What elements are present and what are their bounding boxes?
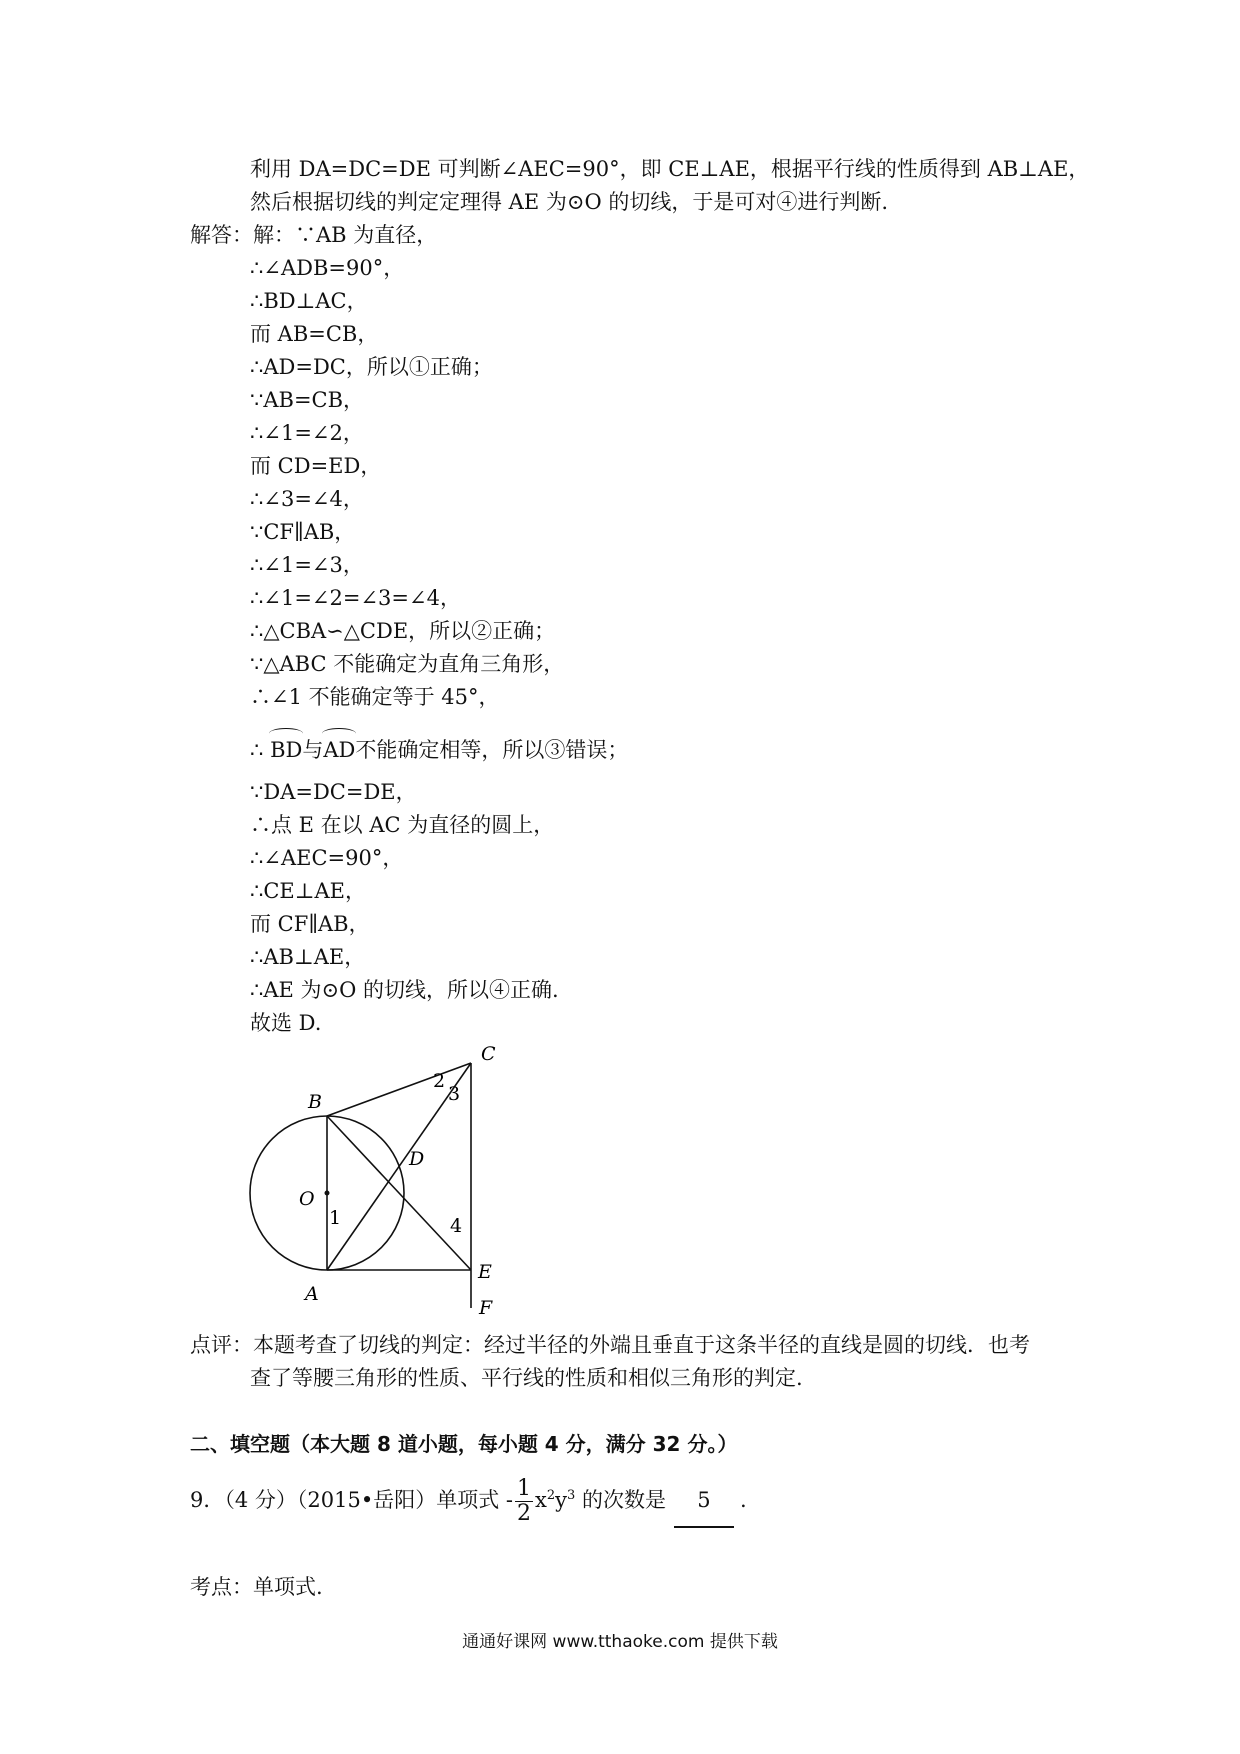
kaodian-line: 考点：单项式. xyxy=(190,1575,323,1599)
solution-line: ∴△CBA∽△CDE，所以②正确； xyxy=(250,619,556,643)
var-y: y xyxy=(555,1488,567,1512)
exp-x: 2 xyxy=(546,1488,556,1503)
comment-line-1: 点评：本题考查了切线的判定：经过半径的外端且垂直于这条半径的直线是圆的切线．也考 xyxy=(190,1333,1030,1357)
solution-line: ∵AB=CB， xyxy=(250,388,365,412)
fraction-numerator: 1 xyxy=(517,1476,531,1501)
answer-blank: 5 xyxy=(674,1474,734,1528)
exp-y: 3 xyxy=(567,1488,576,1503)
solution-line: ∴∠1=∠3， xyxy=(250,553,364,577)
solution-line: ∴CE⊥AE， xyxy=(250,879,367,903)
solution-line: ∴∠3=∠4， xyxy=(250,487,364,511)
arc-line-suffix: 不能确定相等，所以③错误； xyxy=(355,738,629,762)
solution-line: 解：∵AB 为直径， xyxy=(253,223,438,247)
angle-label-3: 3 xyxy=(448,1083,461,1105)
label-a: A xyxy=(305,1283,319,1305)
fraction-denominator: 2 xyxy=(517,1501,531,1526)
comment-line-2: 查了等腰三角形的性质、平行线的性质和相似三角形的判定. xyxy=(250,1366,803,1390)
angle-label-2: 2 xyxy=(433,1070,446,1092)
solution-line: ∵CF∥AB， xyxy=(250,520,356,544)
arc-ad: AD xyxy=(323,730,355,764)
solution-line: ∴∠1 不能确定等于 45°， xyxy=(250,685,500,709)
var-x: x xyxy=(535,1488,547,1512)
solution-line: ∴∠ADB=90°， xyxy=(250,256,405,280)
label-b: B xyxy=(308,1091,322,1113)
solution-line: 而 CD=ED， xyxy=(250,454,382,478)
geometry-figure xyxy=(235,1030,515,1315)
fraction xyxy=(515,1477,533,1526)
label-c: C xyxy=(481,1043,496,1065)
solution-line: ∴AB⊥AE， xyxy=(250,945,366,969)
label-o: O xyxy=(299,1188,315,1210)
solution-line: ∴∠AEC=90°， xyxy=(250,846,404,870)
question-prefix: 9．（4 分）（2015•岳阳）单项式 - xyxy=(190,1488,513,1512)
label-d: D xyxy=(409,1148,425,1170)
solution-line: 故选 D. xyxy=(250,1011,322,1035)
question-9 xyxy=(190,1470,747,1528)
solution-line: 而 CF∥AB， xyxy=(250,912,370,936)
section-heading: 二、填空题（本大题 8 道小题，每小题 4 分，满分 32 分。） xyxy=(190,1432,738,1456)
solution-line: ∴∠1=∠2=∠3=∠4， xyxy=(250,586,461,610)
label-e: E xyxy=(478,1261,492,1283)
arc-bd: BD xyxy=(270,730,302,764)
solution-line: ∴BD⊥AC， xyxy=(250,289,368,313)
analysis-line-1: 利用 DA=DC=DE 可判断∠AEC=90°，即 CE⊥AE，根据平行线的性质得到 AB⊥AE， xyxy=(250,157,1090,181)
question-mid: 的次数是 xyxy=(575,1488,666,1512)
question-end: . xyxy=(739,1488,747,1512)
solution-line: ∴点 E 在以 AC 为直径的圆上， xyxy=(250,813,555,837)
solution-label: 解答： xyxy=(190,223,253,247)
arc-line-prefix: ∴ xyxy=(250,738,264,762)
angle-label-4: 4 xyxy=(450,1215,463,1237)
solution-line: ∵△ABC 不能确定为直角三角形， xyxy=(250,652,565,676)
page-footer: 通通好课网 www.tthaoke.com 提供下载 xyxy=(462,1632,778,1652)
angle-label-1: 1 xyxy=(329,1207,342,1229)
solution-line: ∵DA=DC=DE， xyxy=(250,780,417,804)
solution-line: ∴AE 为⊙O 的切线，所以④正确. xyxy=(250,978,559,1002)
center-dot xyxy=(325,1191,330,1196)
solution-block xyxy=(190,221,437,249)
solution-line: ∴∠1=∠2， xyxy=(250,421,364,445)
arc-comparison-line xyxy=(250,730,628,764)
solution-line: 而 AB=CB， xyxy=(250,322,379,346)
label-f: F xyxy=(479,1297,493,1315)
segment-be xyxy=(327,1116,471,1270)
analysis-line-2: 然后根据切线的判定定理得 AE 为⊙O 的切线，于是可对④进行判断. xyxy=(250,190,889,214)
solution-line: ∴AD=DC，所以①正确； xyxy=(250,355,493,379)
arc-line-mid: 与 xyxy=(302,738,324,762)
